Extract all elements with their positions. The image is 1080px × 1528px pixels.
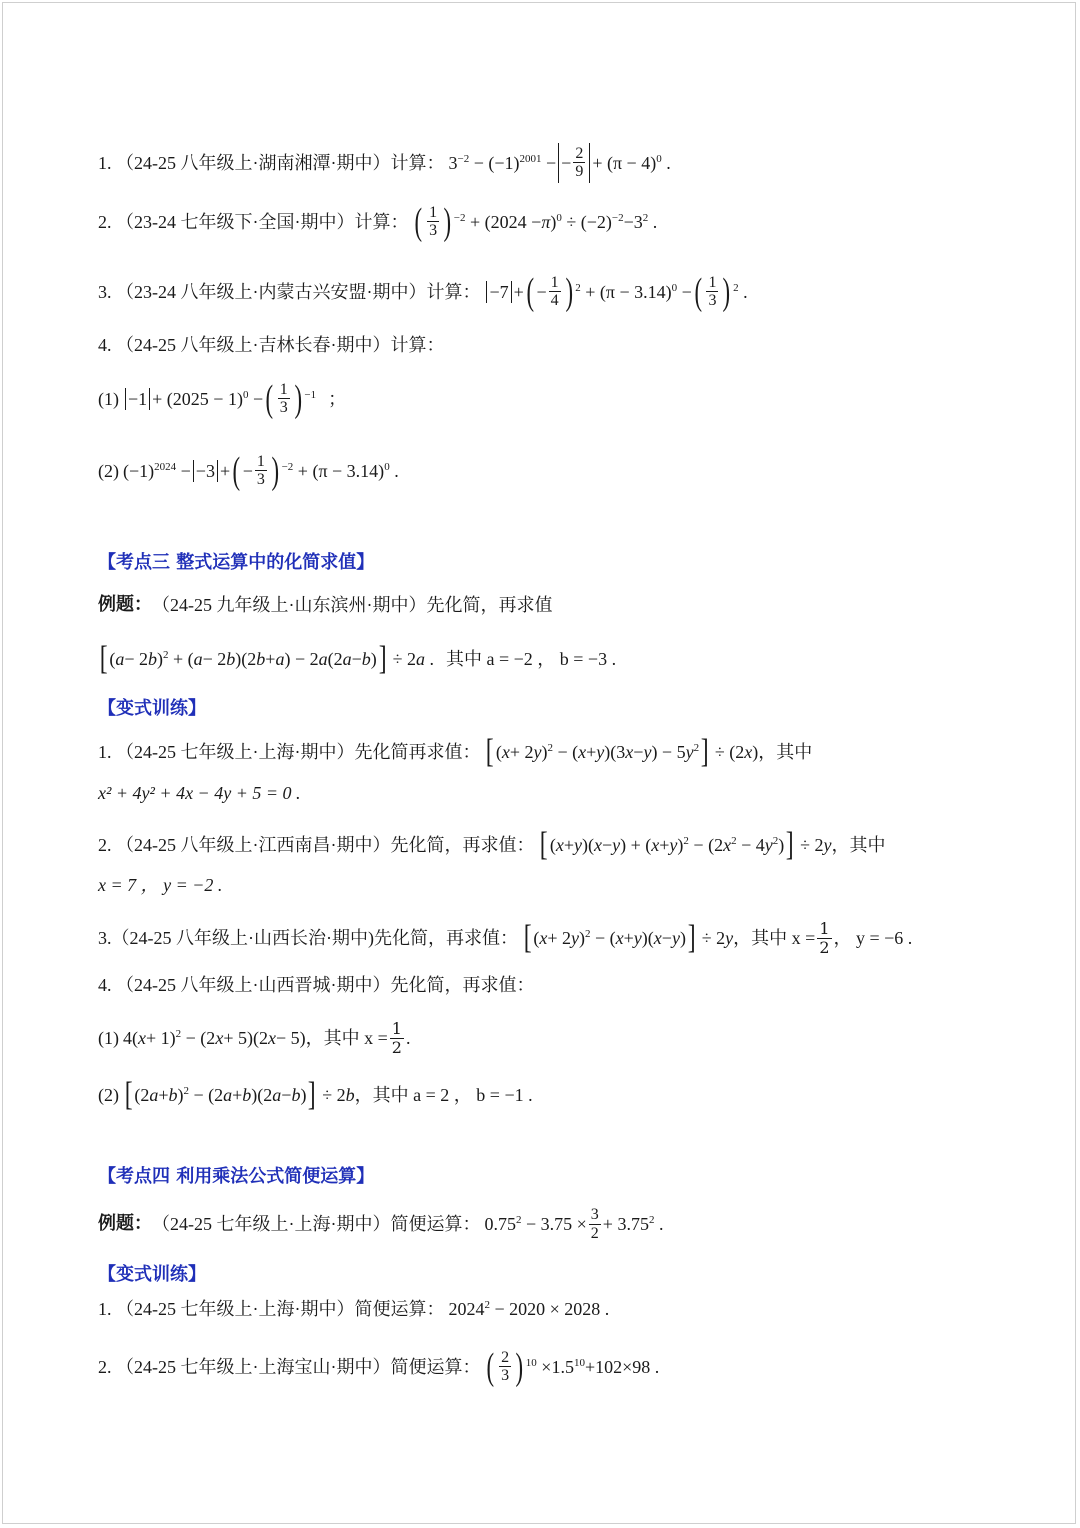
variant-4-part-1-x-value: $\frac{1}{2}$ (391, 1019, 402, 1057)
section-3-example-formula-line (98, 642, 616, 676)
section-3-variant-1 (98, 735, 812, 769)
question-4-part-1-label: (1) (98, 389, 119, 409)
section-3-variant-header: 【变式训练】 (98, 698, 206, 719)
question-4-part-1 (98, 380, 346, 418)
example-formula: [ ( a − 2 b ) $^2$ + ( a − 2 b )(2 b + a ) − 2 a (2 a − b ) ] ÷ 2 a . (99, 640, 434, 677)
question-4-part-2-label: (2) (98, 461, 119, 481)
variant-2-formula: [ ( x + y )( x − y ) + ( x + y ) $^2$ − (2 x $^2$ − 4 y $^2$ ) ] ÷ 2 y (540, 826, 832, 863)
question-1-prefix: 1. （24-25 八年级上·湖南湘潭·期中）计算： (98, 153, 445, 173)
question-2-formula: ( $\frac{1}{3}$ ) $^{-2}$ + (2024 − π ) $^0$ ÷ (−2) $^{-2}$ −3 $^2$ . (415, 201, 658, 243)
section-3-variant-1-condition (98, 784, 300, 802)
variant-4-part-1-tail: ，其中 x = (305, 1028, 388, 1049)
example-4-formula: 0.75 $^2$ − 3.75 × $\frac{3}{2}$ + 3.75 $^2$ . (484, 1206, 664, 1242)
question-2 (98, 203, 657, 241)
variant-1-condition: x² + 4y² + 4x − 4y + 5 = 0 . (98, 783, 301, 803)
example-label: 例题： (98, 594, 152, 615)
question-4-prefix: 4. （24-25 八年级上·吉林长春·期中）计算： (98, 335, 445, 355)
question-1 (98, 143, 671, 183)
variant-4-part-1-label: (1) (98, 1028, 119, 1049)
question-4-part-2 (98, 452, 399, 490)
variant-3-tail-2: ， y = −6 . (833, 928, 913, 949)
section-4-example (98, 1206, 663, 1243)
question-4-part-1-end: ； (328, 389, 347, 409)
variant-2-prefix: 2. （24-25 八年级上·江西南昌·期中）先化简，再求值： (98, 835, 535, 855)
question-4-part-1-formula: −1 + (2025 − 1) $^0$ − ( $\frac{1}{3}$ ) $^{-1}$ (123, 380, 316, 418)
section-3-variant-2 (98, 828, 885, 862)
question-1-formula: 3 $^{-2}$ − (−1) $^{2001}$ − − $\frac{2}{9}$ + (π − 4) $^0$ . (448, 143, 670, 183)
question-4 (98, 336, 444, 354)
variant-3-formula: [ ( x + 2 y ) $^2$ − ( x + y )( x − y ) ] ÷ 2 y (523, 919, 734, 957)
variant-2-tail: ，其中 (831, 835, 886, 855)
variant-4-part-2-formula: [ (2 a + b ) $^2$ − (2 a + b )(2 a − b ) ] ÷ 2 b (124, 1076, 355, 1113)
variant-4-prefix: 4. （24-25 八年级上·山西晋城·期中）先化简，再求值： (98, 975, 535, 995)
section-3-variant-4-part-2 (98, 1078, 533, 1112)
variant-4-part-2-label: (2) (98, 1085, 119, 1105)
example-condition: 其中 a = −2 ， b = −3 . (445, 649, 617, 669)
example-4-label: 例题： (98, 1213, 152, 1235)
section-4-variant-1-formula: 2024 $^2$ − 2020 × 2028 . (448, 1298, 610, 1319)
question-3 (98, 273, 748, 311)
section-3-variant-4-part-1: (1) 4( x + 1) $^2$ − (2 x + 5)(2 x − 5) ，其中 x = $\frac{1}{2}$ . (98, 1019, 411, 1057)
section-4-variant-header: 【变式训练】 (98, 1264, 206, 1285)
section-4-variant-1 (98, 1300, 609, 1318)
variant-3-tail: ，其中 x = (733, 928, 816, 949)
variant-3-prefix: 3.（24-25 八年级上·山西长治·期中)先化简，再求值： (98, 928, 518, 949)
example-4-text: （24-25 七年级上·上海·期中）简便运算： (152, 1214, 481, 1235)
variant-4-part-2-tail: ，其中 a = 2 ， b = −1 . (354, 1085, 533, 1105)
variant-1-prefix: 1. （24-25 七年级上·上海·期中）先化简再求值： (98, 742, 481, 762)
variant-1-formula: [ ( x + 2 y ) $^2$ − ( x + y )(3 x − y ) − 5 y $^2$ ] ÷ (2 x ) (486, 733, 759, 770)
section-4-variant-1-prefix: 1. （24-25 七年级上·上海·期中）简便运算： (98, 1299, 445, 1319)
question-3-prefix: 3. （23-24 八年级上·内蒙古兴安盟·期中）计算： (98, 282, 481, 302)
section-4-variant-2-formula: ( $\frac{2}{3}$ ) $^{10}$ ×1.5 $^{10}$ +102×98 . (487, 1346, 660, 1388)
variant-2-condition: x = 7 ， y = −2 . (98, 875, 223, 895)
section-3-variant-3 (98, 920, 912, 957)
example-text: （24-25 九年级上·山东滨州·期中）先化简，再求值 (152, 595, 553, 615)
question-3-formula: −7 + ( − $\frac{1}{4}$ ) $^2$ + (π − 3.14) $^0$ − ( $\frac{1}{3}$ ) $^2$ . (484, 273, 747, 311)
section-4-variant-2 (98, 1348, 659, 1386)
section-3-variant-2-condition (98, 876, 222, 894)
section-3-variant-4 (98, 976, 534, 994)
variant-3-x-value: $\frac{1}{2}$ (819, 919, 830, 957)
section-3-header: 【考点三 整式运算中的化简求值】 (98, 552, 375, 573)
variant-4-part-1-formula: 4( x + 1) $^2$ − (2 x + 5)(2 x − 5) (123, 1027, 306, 1049)
section-4-header: 【考点四 利用乘法公式简便运算】 (98, 1166, 375, 1187)
question-2-prefix: 2. （23-24 七年级下·全国·期中）计算： (98, 212, 409, 232)
section-4-variant-2-prefix: 2. （24-25 七年级上·上海宝山·期中）简便运算： (98, 1357, 481, 1377)
variant-1-tail: ，其中 (758, 742, 813, 762)
question-4-part-2-formula: (−1) $^{2024}$ − −3 + ( − $\frac{1}{3}$ ) $^{-2}$ + (π − 3.14) $^0$ . (123, 450, 399, 492)
section-3-example (98, 596, 552, 614)
